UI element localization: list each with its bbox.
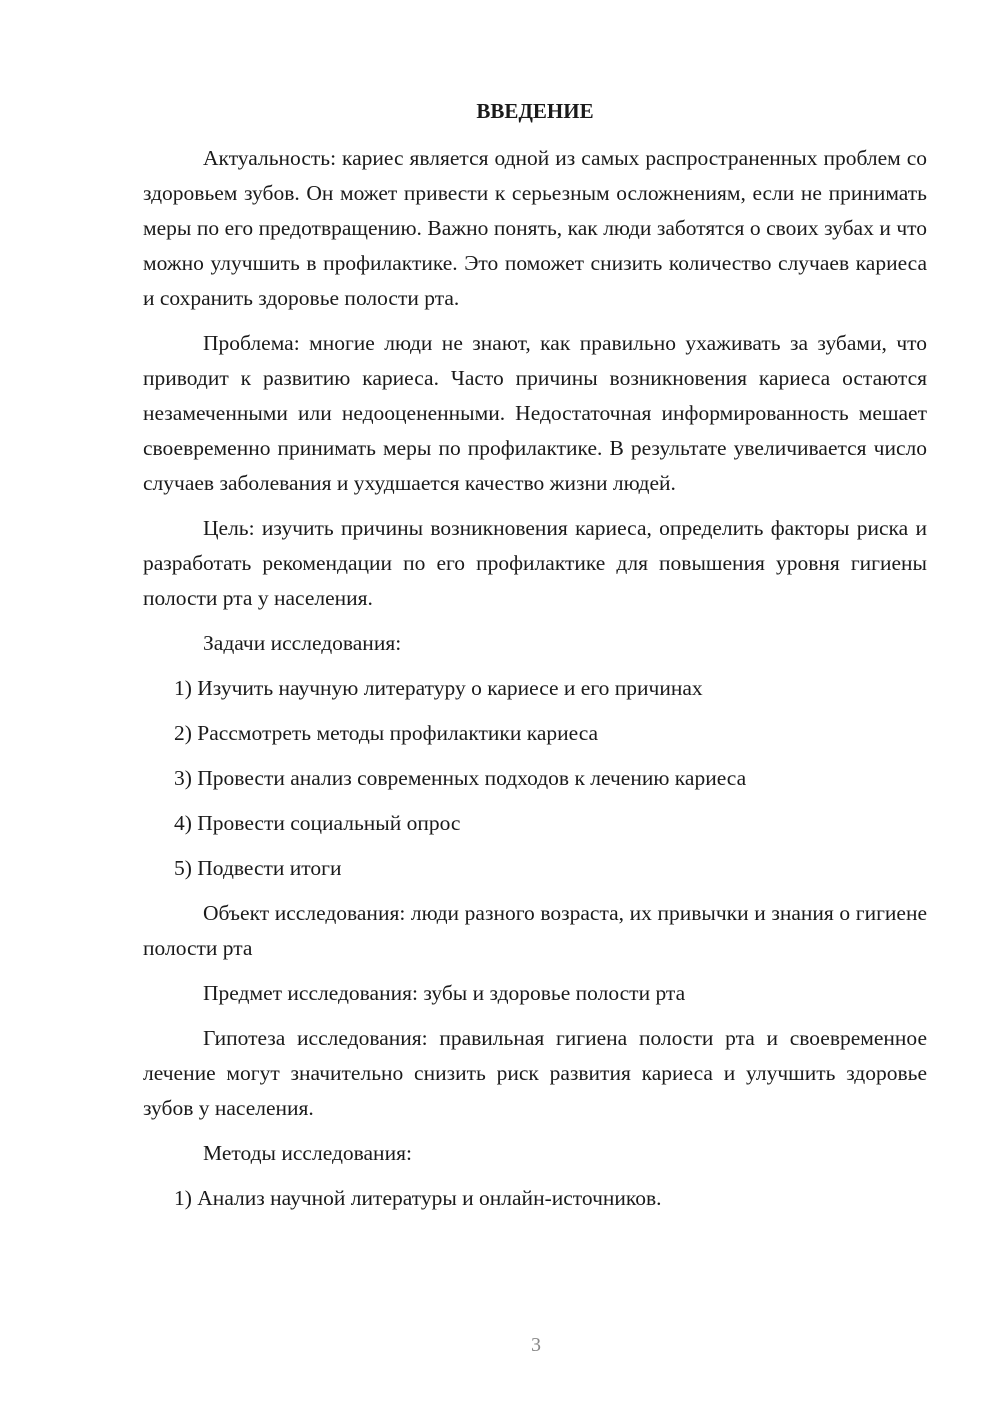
relevance-paragraph: Актуальность: кариес является одной из самых распространенных проблем со здоровьем зубов. Он может привести к серьезным осложнениям, если не принимать меры по его предотвращению. Важно понять, как люди заботятся о своих зубах и что можно улучшить в профилактике. Это поможет снизить количество случаев кариеса и сохранить здоровье полости рта. — [143, 146, 927, 310]
goal-paragraph: Цель: изучить причины возникновения кариеса, определить факторы риска и разработать рекомендации по его профилактике для повышения уровня гигиены полости рта у населения. — [143, 516, 927, 610]
task-item: 1) Изучить научную литературу о кариесе и его причинах — [174, 676, 703, 700]
task-item: 2) Рассмотреть методы профилактики кариеса — [174, 721, 599, 745]
object-paragraph: Объект исследования: люди разного возраста, их привычки и знания о гигиене полости рта — [143, 901, 927, 960]
problem-paragraph: Проблема: многие люди не знают, как правильно ухаживать за зубами, что приводит к развитию кариеса. Часто причины возникновения кариеса остаются незамеченными или недооцененными. Недостаточная информированность мешает своевременно принимать меры по профилактике. В результате увеличивается число случаев заболевания и ухудшается качество жизни людей. — [143, 331, 927, 495]
subject-paragraph: Предмет исследования: зубы и здоровье полости рта — [203, 981, 686, 1005]
method-item: 1) Анализ научной литературы и онлайн-источников. — [174, 1186, 662, 1210]
document-page — [143, 94, 927, 1226]
methods-heading: Методы исследования: — [203, 1141, 412, 1165]
task-item: 3) Провести анализ современных подходов к лечению кариеса — [174, 766, 747, 790]
section-title: ВВЕДЕНИЕ — [476, 99, 594, 123]
tasks-heading: Задачи исследования: — [203, 631, 402, 655]
hypothesis-paragraph: Гипотеза исследования: правильная гигиена полости рта и своевременное лечение могут значительно снизить риск развития кариеса и улучшить здоровье зубов у населения. — [143, 1026, 927, 1120]
task-item: 5) Подвести итоги — [174, 856, 342, 880]
page-number: 3 — [531, 1334, 541, 1356]
task-item: 4) Провести социальный опрос — [174, 811, 461, 835]
